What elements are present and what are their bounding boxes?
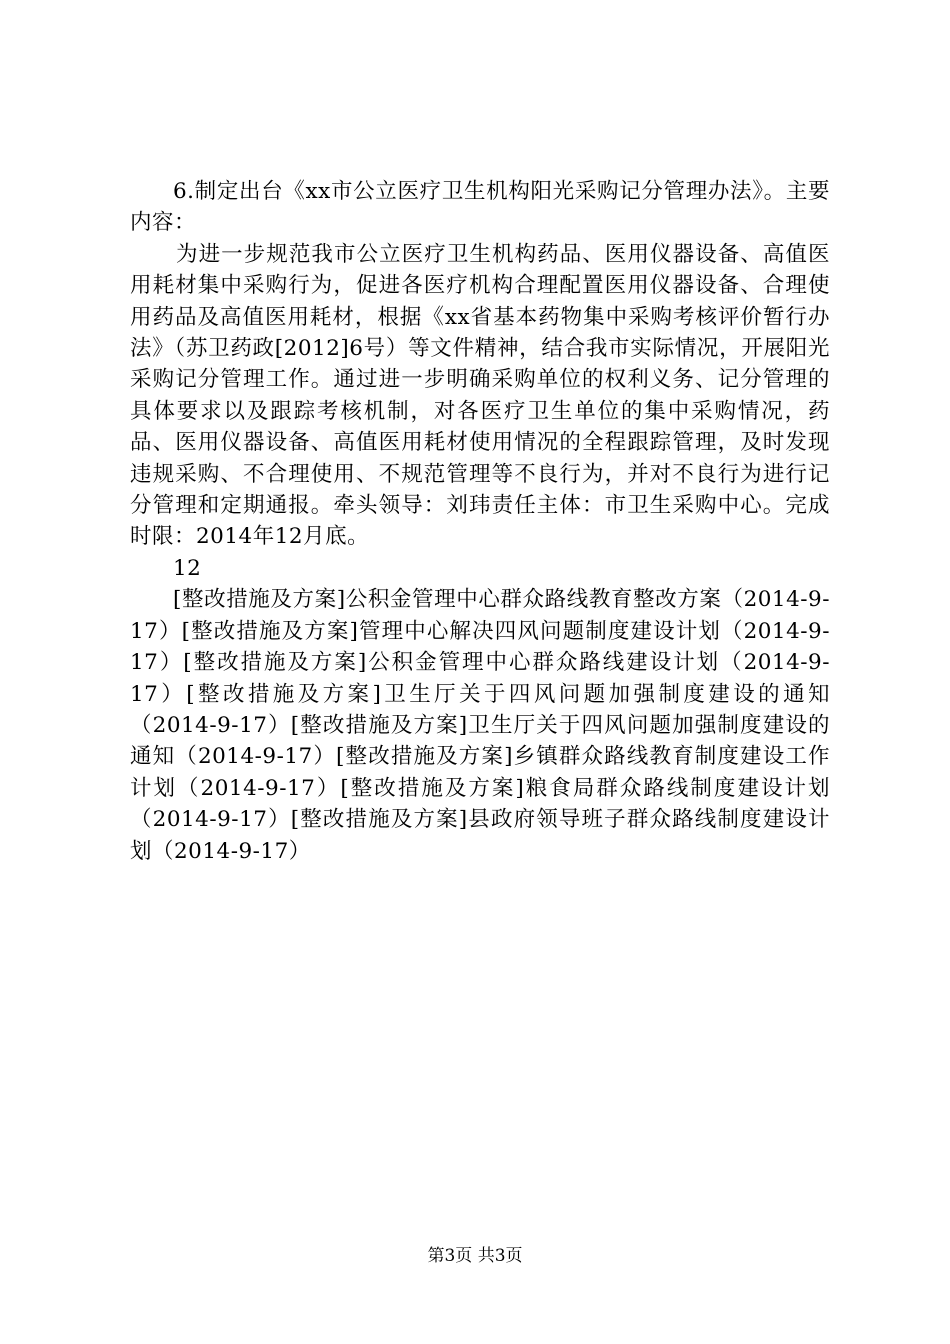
paragraph-related-articles: [整改措施及方案]公积金管理中心群众路线教育整改方案（2014-9-17）[整改措施及方案]管理中心解决四风问题制度建设计划（2014-9-17）[整改措施及方案]公积金管理中心群众路线建设计划（2014-9-17）[整改措施及方案]卫生厅关于四风问题加强制度建设的通知（2014-9-17）[整改措施及方案]卫生厅关于四风问题加强制度建设的通知（2014-9-17）[整改措施及方案]乡镇群众路线教育制度建设工作计划（2014-9-17）[整改措施及方案]粮食局群众路线制度建设计划（2014-9-17）[整改措施及方案]县政府领导班子群众路线制度建设计划（2014-9-17） xyxy=(130,587,830,864)
paragraph-number: 12 xyxy=(173,555,202,581)
page-footer: 第3页 共3页 xyxy=(427,1246,523,1266)
document-body xyxy=(130,176,830,867)
paragraph-main-content: 为进一步规范我市公立医疗卫生机构药品、医用仪器设备、高值医用耗材集中采购行为，促进各医疗机构合理配置医用仪器设备、合理使用药品及高值医用耗材，根据《xx省基本药物集中采购考核评价暂行办法》（苏卫药政[2012]6号）等文件精神，结合我市实际情况，开展阳光采购记分管理工作。通过进一步明确采购单位的权利义务、记分管理的具体要求以及跟踪考核机制，对各医疗卫生单位的集中采购情况，药品、医用仪器设备、高值医用耗材使用情况的全程跟踪管理，及时发现违规采购、不合理使用、不规范管理等不良行为，并对不良行为进行记分管理和定期通报。牵头领导：刘玮责任主体：市卫生采购中心。完成时限：2014年12月底。 xyxy=(130,241,830,550)
paragraph-item-6-title: 6.制定出台《xx市公立医疗卫生机构阳光采购记分管理办法》。主要内容： xyxy=(130,179,830,236)
